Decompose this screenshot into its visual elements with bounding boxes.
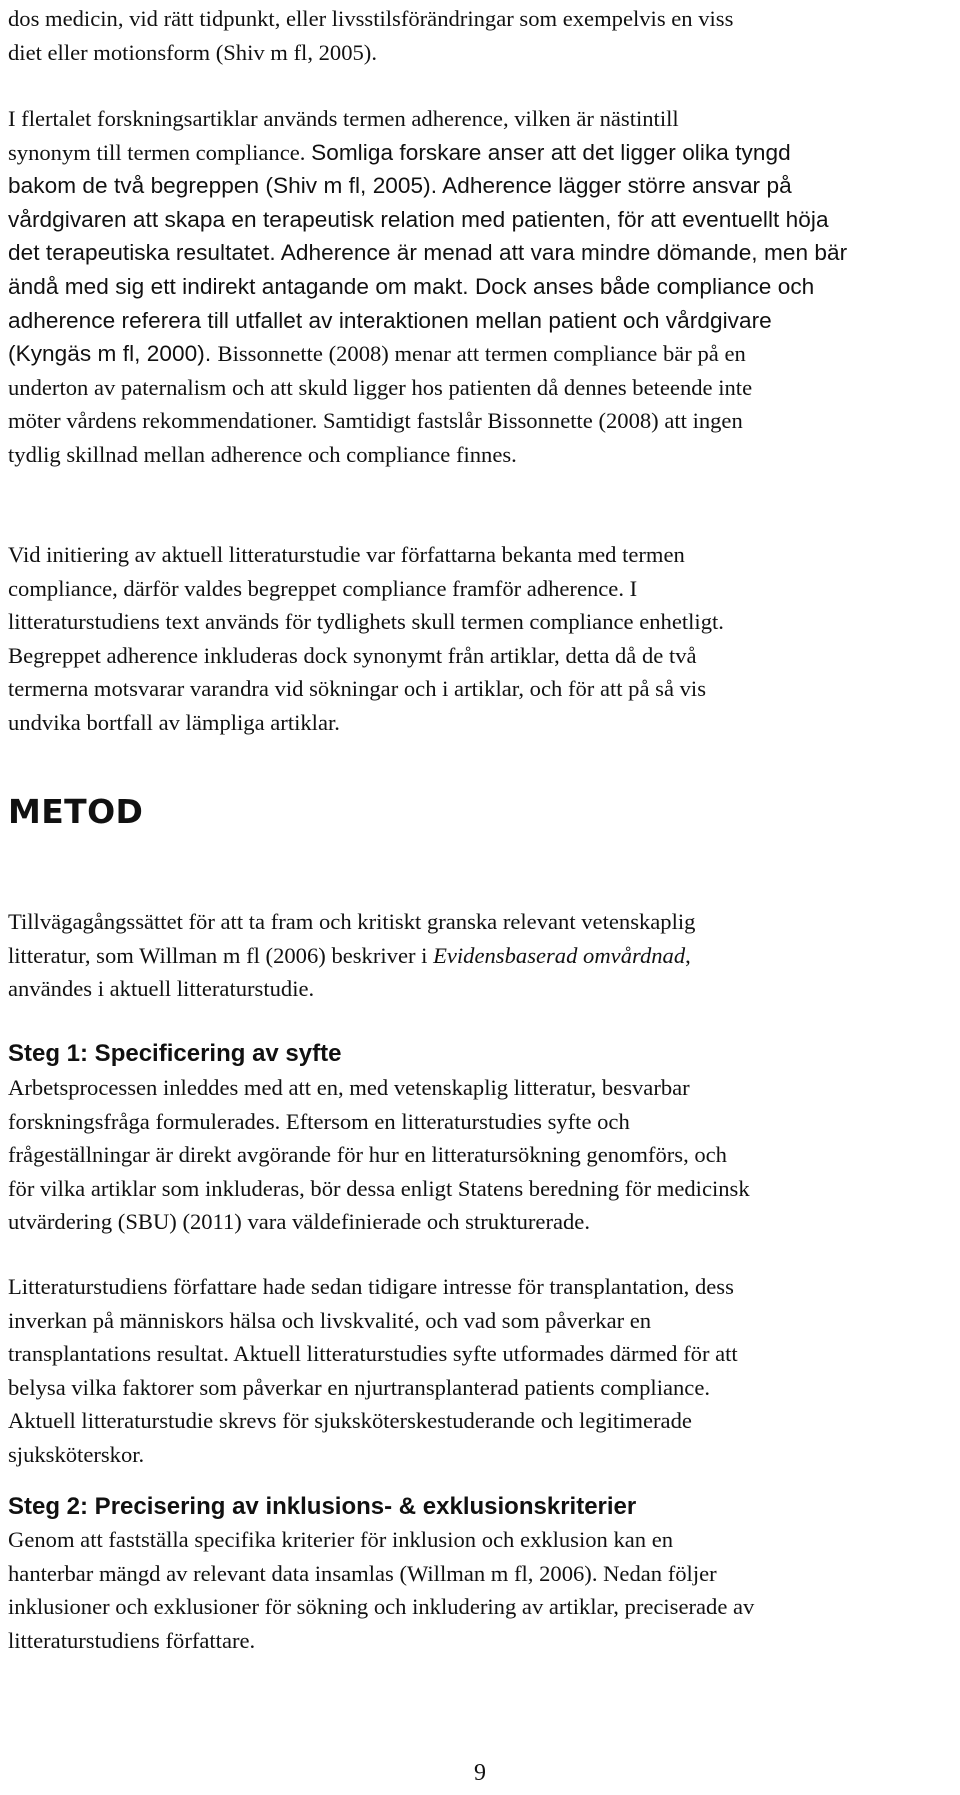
text-line: Begreppet adherence inkluderas dock synonymt från artiklar, detta då de två xyxy=(8,642,697,668)
text-run: , xyxy=(685,942,691,968)
step2-heading: Steg 2: Precisering av inklusions- & exklusionskriterier xyxy=(8,1493,637,1520)
text-line: Genom att fastställa specifika kriterier för inklusion och exklusion kan en xyxy=(8,1527,674,1552)
text-line: hanterbar mängd av relevant data insamlas (Willman m fl, 2006). Nedan följer xyxy=(8,1560,717,1586)
text-line: för vilka artiklar som inkluderas, bör dessa enligt Statens beredning för medicinsk xyxy=(8,1175,750,1201)
page-number: 9 xyxy=(474,1760,486,1786)
text-line: litteraturstudiens text används för tydlighets skull termen compliance enhetligt. xyxy=(8,609,724,635)
text-run: Bissonnette (2008) menar att termen compliance bär på en xyxy=(217,341,746,367)
text-run: vårdgivaren att skapa en terapeutisk relation med patienten, för att eventuellt höja xyxy=(8,206,829,232)
method-heading: METOD xyxy=(8,792,144,831)
text-run: litteratur, som Willman m fl (2006) beskriver i xyxy=(8,942,434,968)
text-run: synonym till termen compliance. xyxy=(8,139,312,165)
text-run: möter vårdens rekommendationer. Samtidigt fastslår Bissonnette (2008) att ingen xyxy=(8,408,743,434)
text-run: underton av paternalism och att skuld ligger hos patienten då dennes beteende inte xyxy=(8,374,753,400)
text-line: dos medicin, vid rätt tidpunkt, eller livsstilsförändringar som exempelvis en viss xyxy=(8,6,734,31)
text-line: diet eller motionsform (Shiv m fl, 2005). xyxy=(8,39,377,65)
text-line xyxy=(8,337,952,371)
text-line: Vid initiering av aktuell litteraturstudie var författarna bekanta med termen xyxy=(8,542,685,567)
text-line: forskningsfråga formulerades. Eftersom en litteraturstudies syfte och xyxy=(8,1108,630,1134)
text-line xyxy=(8,102,952,136)
text-line: undvika bortfall av lämpliga artiklar. xyxy=(8,709,340,735)
text-run: (Kyngäs m fl, 2000). xyxy=(8,341,218,367)
book-title: Evidensbaserad omvårdnad xyxy=(433,942,686,968)
step2-paragraph xyxy=(8,1523,952,1657)
text-line: utvärdering (SBU) (2011) vara väldefinierade och strukturerade. xyxy=(8,1209,590,1235)
text-line: belysa vilka faktorer som påverkar en njurtransplanterad patients compliance. xyxy=(8,1374,711,1400)
text-line xyxy=(8,939,952,973)
step1-heading: Steg 1: Specificering av syfte xyxy=(8,1040,342,1067)
step1-paragraph-1 xyxy=(8,1071,952,1239)
text-line: Litteraturstudiens författare hade sedan tidigare intresse för transplantation, dess xyxy=(8,1274,734,1299)
text-run: I flertalet forskningsartiklar används termen adherence, vilken är nästintill xyxy=(8,106,679,131)
text-line xyxy=(8,404,952,438)
text-line xyxy=(8,136,952,170)
text-run: Somliga forskare anser att det ligger olika tyngd xyxy=(311,139,791,165)
text-run: tydlig skillnad mellan adherence och compliance finnes. xyxy=(8,441,517,467)
text-line: termerna motsvarar varandra vid sökningar och i artiklar, och för att på så vis xyxy=(8,676,706,702)
adherence-paragraph xyxy=(8,102,952,472)
text-line xyxy=(8,169,952,203)
text-line xyxy=(8,236,952,270)
text-line: Arbetsprocessen inleddes med att en, med vetenskaplig litteratur, besvarbar xyxy=(8,1075,690,1100)
text-run: det terapeutiska resultatet. Adherence är menad att vara mindre dömande, men bär xyxy=(8,240,848,266)
text-run: bakom de två begreppen (Shiv m fl, 2005). Adherence lägger större ansvar på xyxy=(8,173,792,199)
text-line: inverkan på människors hälsa och livskvalité, och vad som påverkar en xyxy=(8,1307,652,1333)
text-run: ändå med sig ett indirekt antagande om makt. Dock anses både compliance och xyxy=(8,273,815,299)
intro-continuation-paragraph xyxy=(8,2,952,69)
text-line: Aktuell litteraturstudie skrevs för sjuksköterskestuderande och legitimerade xyxy=(8,1408,692,1434)
text-line: inklusioner och exklusioner för sökning och inkludering av artiklar, preciserade av xyxy=(8,1594,755,1620)
text-line: compliance, därför valdes begreppet compliance framför adherence. I xyxy=(8,575,638,601)
text-line xyxy=(8,270,952,304)
step1-paragraph-2 xyxy=(8,1270,952,1472)
text-line xyxy=(8,438,952,472)
text-run: adherence referera till utfallet av interaktionen mellan patient och vårdgivare xyxy=(8,307,772,333)
initiation-paragraph xyxy=(8,538,952,740)
text-line: Tillvägagångssättet för att ta fram och kritiskt granska relevant vetenskaplig xyxy=(8,909,696,934)
text-line: transplantations resultat. Aktuell litteraturstudies syfte utformades därmed för att xyxy=(8,1341,738,1367)
text-line: sjuksköterskor. xyxy=(8,1441,145,1467)
text-line xyxy=(8,371,952,405)
text-line xyxy=(8,304,952,338)
text-line: frågeställningar är direkt avgörande för hur en litteratursökning genomförs, och xyxy=(8,1142,727,1168)
text-line xyxy=(8,203,952,237)
method-intro-paragraph xyxy=(8,905,952,1006)
text-line: litteraturstudiens författare. xyxy=(8,1627,256,1653)
text-line: användes i aktuell litteraturstudie. xyxy=(8,976,315,1002)
